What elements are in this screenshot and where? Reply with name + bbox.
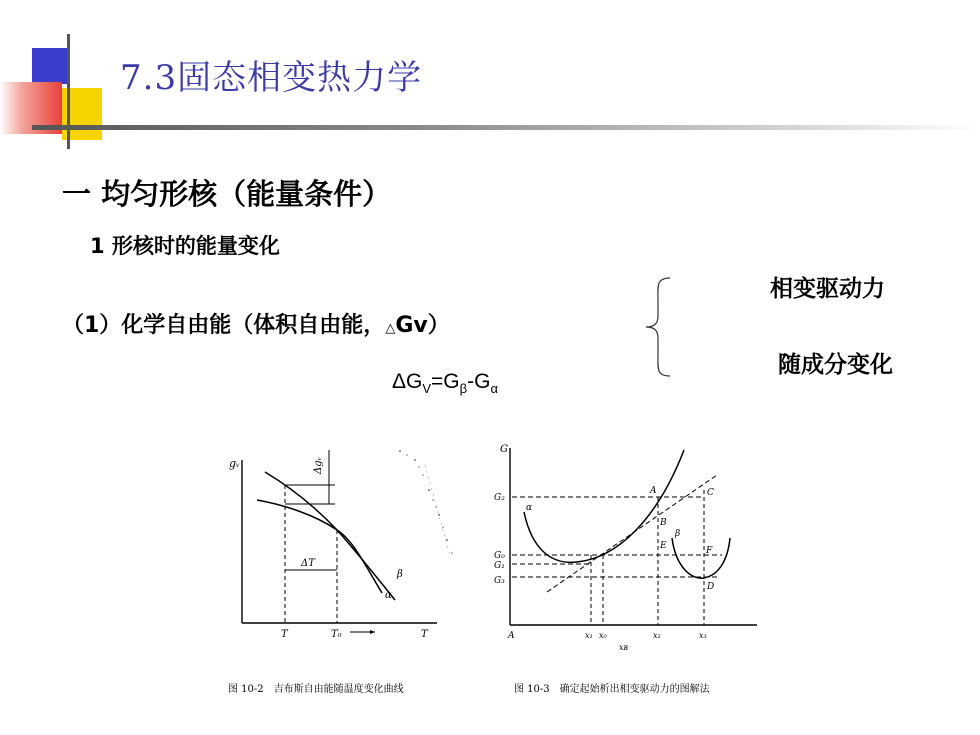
subsection-heading: 1 形核时的能量变化 bbox=[90, 234, 280, 258]
t-label: T bbox=[281, 629, 288, 640]
curve-alpha bbox=[257, 500, 382, 593]
origin-label: A bbox=[508, 631, 515, 641]
figure2-caption: 图 10-3 确定起始析出相变驱动力的图解法 bbox=[514, 684, 710, 695]
brace-item-driving-force: 相变驱动力 bbox=[770, 276, 885, 302]
point-a: A bbox=[650, 486, 657, 496]
delta-g-label: Δgᵥ bbox=[313, 456, 324, 474]
brace-item-composition: 随成分变化 bbox=[778, 352, 893, 378]
item-heading-end: Gv） bbox=[395, 313, 450, 338]
formula-eq: =G bbox=[431, 370, 460, 393]
alpha-label: α bbox=[385, 590, 392, 601]
delta-t-label: ΔT bbox=[301, 558, 315, 569]
horizontal-rule bbox=[32, 125, 980, 130]
vertical-rule bbox=[67, 34, 70, 149]
figure-driving-force bbox=[492, 440, 762, 655]
g2-label: G₂ bbox=[494, 493, 505, 503]
xb-label: xʙ bbox=[619, 643, 629, 652]
point-e: E bbox=[660, 541, 667, 551]
t0-label: T₀ bbox=[331, 629, 342, 640]
x2-label: x₂ bbox=[653, 631, 661, 640]
x0-label: x₀ bbox=[599, 631, 607, 640]
blue-square-decoration bbox=[32, 48, 68, 84]
g-axis-label: G bbox=[500, 444, 508, 455]
item-heading bbox=[62, 308, 450, 339]
beta-label: β bbox=[397, 569, 403, 580]
g1-label: G₁ bbox=[494, 561, 505, 571]
beta-g-label: β bbox=[675, 529, 681, 539]
point-d: D bbox=[707, 582, 715, 592]
curve-beta-g bbox=[672, 538, 730, 578]
slide-title: 7.3固态相变热力学 bbox=[120, 58, 423, 98]
scan-artifact bbox=[395, 445, 465, 565]
section-heading: 一 均匀形核（能量条件） bbox=[62, 177, 392, 211]
g3-label: G₃ bbox=[494, 576, 505, 586]
curly-brace bbox=[640, 272, 680, 382]
figure1-caption: 图 10-2 吉布斯自由能随温度变化曲线 bbox=[228, 684, 404, 695]
alpha-g-label: α bbox=[526, 503, 533, 513]
x1-label: x₁ bbox=[585, 631, 593, 640]
formula-lhs: ΔG bbox=[392, 370, 423, 393]
x3-label: x₃ bbox=[699, 631, 707, 640]
item-heading-text: （1）化学自由能（体积自由能， bbox=[62, 313, 386, 338]
point-c: C bbox=[707, 488, 714, 498]
g0-label: G₀ bbox=[494, 551, 505, 561]
formula-alpha-sub: α bbox=[490, 381, 498, 397]
point-f: F bbox=[706, 546, 713, 556]
t-axis-label: T bbox=[421, 629, 428, 640]
point-b: B bbox=[660, 518, 667, 528]
gibbs-formula bbox=[392, 370, 498, 396]
formula-beta-sub: β bbox=[459, 381, 468, 397]
triangle-symbol: △ bbox=[385, 321, 396, 336]
formula-minus: -G bbox=[467, 370, 491, 393]
formula-lhs-sub: V bbox=[422, 381, 432, 397]
axis-label-gv: gᵥ bbox=[229, 457, 241, 470]
